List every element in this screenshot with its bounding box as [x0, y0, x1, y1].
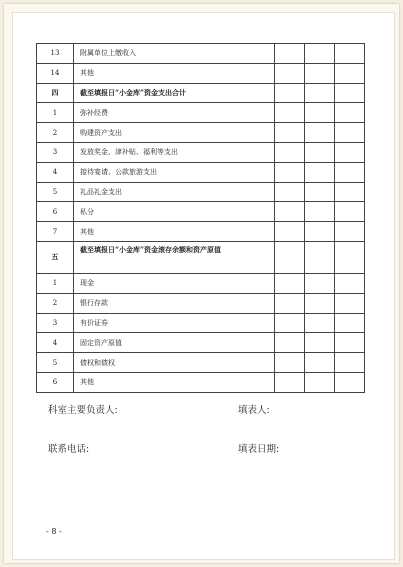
value-cell [275, 241, 305, 273]
value-cell [335, 63, 365, 83]
row-item: 银行存款 [74, 293, 275, 313]
filler-label: 填表人: [238, 405, 270, 416]
row-number: 1 [37, 273, 74, 293]
value-cell [305, 182, 335, 202]
table-row [37, 162, 365, 182]
table-row [37, 182, 365, 202]
value-cell [335, 44, 365, 64]
row-number: 5 [37, 353, 74, 373]
value-cell [275, 273, 305, 293]
row-item: 接待宴请、公款旅游支出 [74, 162, 275, 182]
value-cell [275, 372, 305, 392]
row-number: 6 [37, 202, 74, 222]
value-cell [305, 333, 335, 353]
value-cell [335, 123, 365, 143]
value-cell [305, 353, 335, 373]
value-cell [305, 162, 335, 182]
value-cell [305, 63, 335, 83]
table-row [37, 103, 365, 123]
table-row [37, 202, 365, 222]
row-item: 礼品礼金支出 [74, 182, 275, 202]
value-cell [305, 202, 335, 222]
fund-table-body [37, 44, 365, 393]
row-number: 4 [37, 333, 74, 353]
row-number: 1 [37, 103, 74, 123]
row-number: 13 [37, 44, 74, 64]
value-cell [305, 372, 335, 392]
value-cell [335, 182, 365, 202]
row-number: 7 [37, 222, 74, 242]
row-item: 债权和债权 [74, 353, 275, 373]
row-number: 2 [37, 293, 74, 313]
value-cell [275, 63, 305, 83]
dept-head-label: 科室主要负责人: [48, 405, 118, 416]
value-cell [335, 333, 365, 353]
value-cell [305, 222, 335, 242]
value-cell [275, 123, 305, 143]
value-cell [275, 83, 305, 103]
table-row [37, 313, 365, 333]
row-item: 弥补经费 [74, 103, 275, 123]
value-cell [305, 313, 335, 333]
value-cell [335, 142, 365, 162]
value-cell [305, 293, 335, 313]
value-cell [335, 293, 365, 313]
row-item: 附属单位上缴收入 [74, 44, 275, 64]
table-row [37, 293, 365, 313]
fund-table [36, 43, 365, 393]
table-row [37, 333, 365, 353]
value-cell [335, 353, 365, 373]
page-number: - 8 - [46, 527, 62, 536]
value-cell [335, 313, 365, 333]
value-cell [275, 103, 305, 123]
row-item: 发放奖金、津补贴、福利等支出 [74, 142, 275, 162]
value-cell [305, 123, 335, 143]
table-row [37, 372, 365, 392]
value-cell [305, 273, 335, 293]
row-number: 五 [37, 241, 74, 273]
value-cell [275, 182, 305, 202]
row-item: 截至填报日“小金库”资金滚存余额和资产原值 [74, 241, 275, 273]
value-cell [335, 222, 365, 242]
table-row [37, 142, 365, 162]
value-cell [335, 273, 365, 293]
row-item: 截至填报日“小金库”资金支出合计 [74, 83, 275, 103]
row-number: 5 [37, 182, 74, 202]
value-cell [275, 202, 305, 222]
table-section-row [37, 83, 365, 103]
row-number: 3 [37, 313, 74, 333]
row-item: 有价证券 [74, 313, 275, 333]
row-number: 2 [37, 123, 74, 143]
row-number: 14 [37, 63, 74, 83]
value-cell [275, 313, 305, 333]
value-cell [305, 241, 335, 273]
row-number: 3 [37, 142, 74, 162]
value-cell [305, 142, 335, 162]
value-cell [335, 202, 365, 222]
row-item: 现金 [74, 273, 275, 293]
value-cell [335, 162, 365, 182]
row-item: 其他 [74, 222, 275, 242]
value-cell [275, 162, 305, 182]
value-cell [275, 333, 305, 353]
table-row [37, 44, 365, 64]
value-cell [305, 83, 335, 103]
table-row [37, 63, 365, 83]
row-number: 6 [37, 372, 74, 392]
row-number: 4 [37, 162, 74, 182]
value-cell [335, 241, 365, 273]
row-item: 私分 [74, 202, 275, 222]
row-item: 购建资产支出 [74, 123, 275, 143]
value-cell [305, 103, 335, 123]
value-cell [275, 293, 305, 313]
table-row [37, 273, 365, 293]
phone-label: 联系电话: [48, 444, 90, 455]
value-cell [305, 44, 335, 64]
value-cell [275, 142, 305, 162]
table-section-row [37, 241, 365, 273]
value-cell [335, 372, 365, 392]
row-item: 其他 [74, 372, 275, 392]
row-item: 固定资产原值 [74, 333, 275, 353]
table-row [37, 222, 365, 242]
value-cell [335, 83, 365, 103]
value-cell [275, 222, 305, 242]
fill-date-label: 填表日期: [238, 444, 280, 455]
value-cell [275, 353, 305, 373]
row-item: 其他 [74, 63, 275, 83]
row-number: 四 [37, 83, 74, 103]
value-cell [275, 44, 305, 64]
table-row [37, 123, 365, 143]
table-row [37, 353, 365, 373]
value-cell [335, 103, 365, 123]
